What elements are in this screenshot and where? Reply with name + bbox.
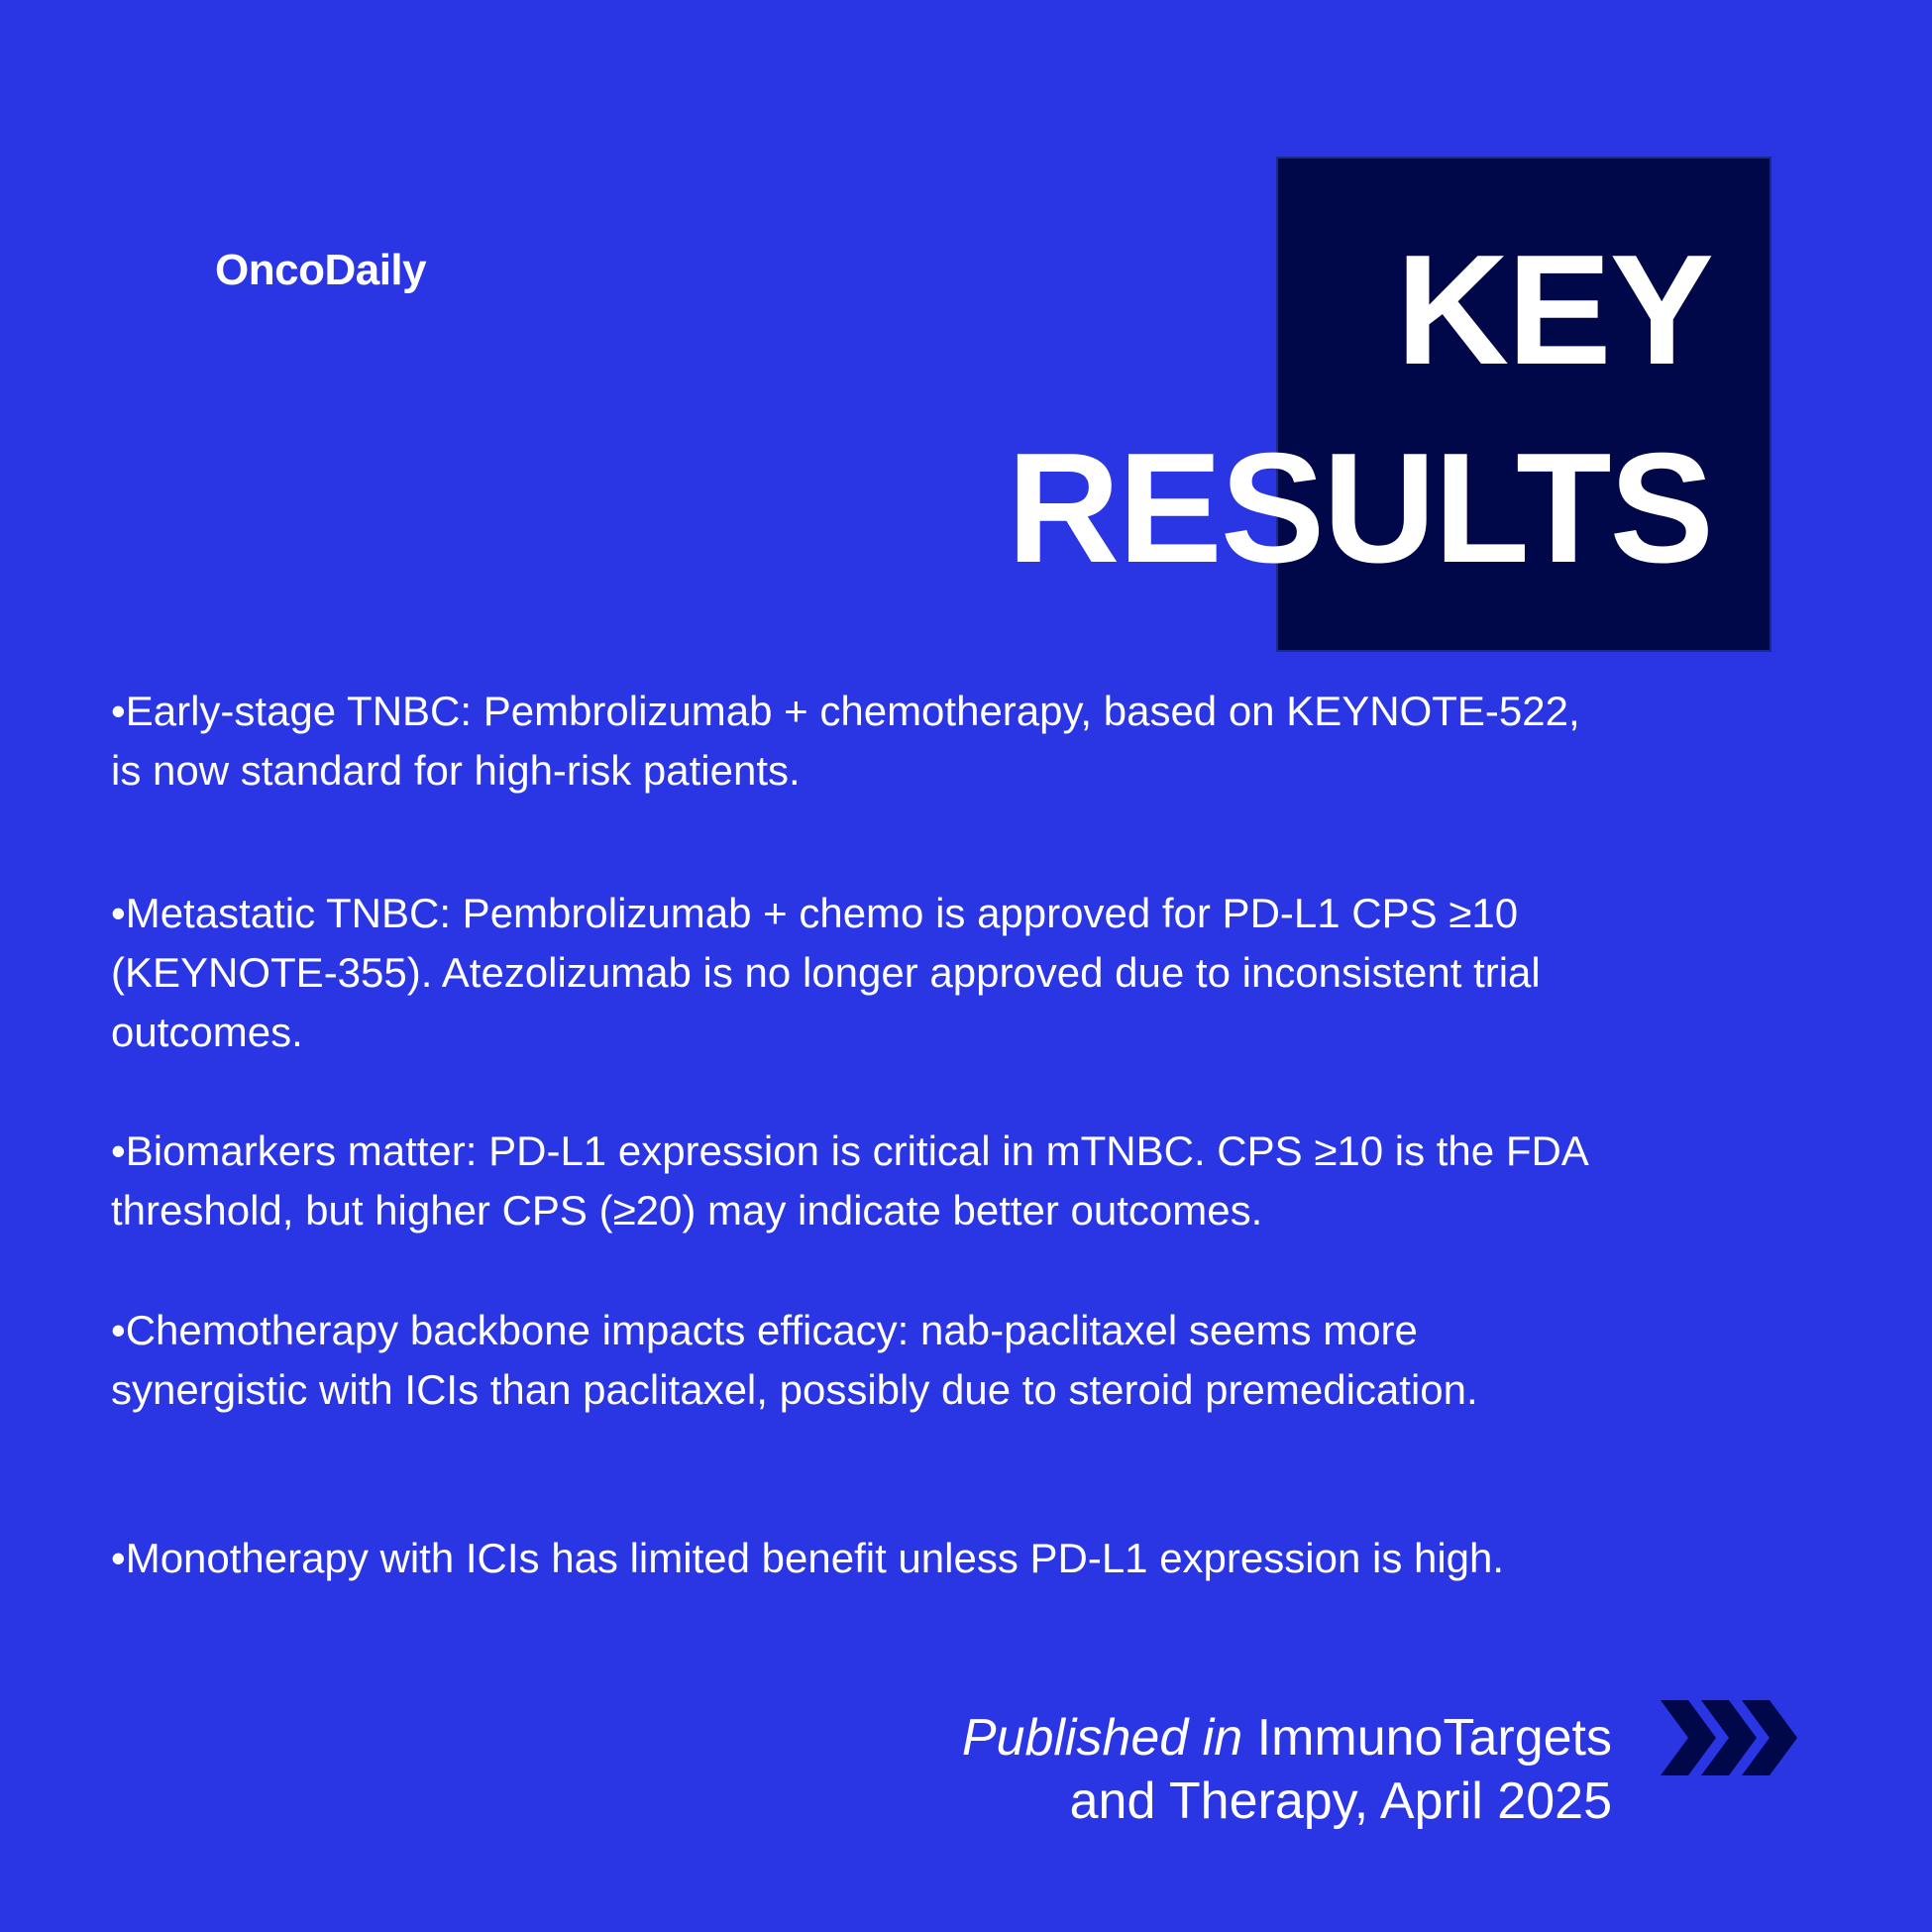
bullet-monotherapy: •Monotherapy with ICIs has limited benefit unless PD-L1 expression is high.	[111, 1535, 1505, 1581]
publication-citation	[962, 1706, 1612, 1833]
title-results: RESULTS	[1007, 421, 1712, 595]
publication-prefix: Published in	[961, 1709, 1243, 1767]
bullet-early-stage: •Early-stage TNBC: Pembrolizumab + chemotherapy, based on KEYNOTE-522, is now standard for high-risk patients.	[111, 688, 1580, 794]
bullet-metastatic: •Metastatic TNBC: Pembrolizumab + chemo is approved for PD-L1 CPS ≥10 (KEYNOTE-355). Atezolizumab is no longer approved due to inconsistent trial outcomes.	[111, 890, 1541, 1055]
bullet-biomarkers: •Biomarkers matter: PD-L1 expression is critical in mTNBC. CPS ≥10 is the FDA threshold, but higher CPS (≥20) may indicate better outcomes.	[111, 1127, 1587, 1234]
triple-chevron-right-icon[interactable]	[1659, 1700, 1803, 1775]
publication-journal: ImmunoTargets	[1256, 1709, 1612, 1767]
publication-line-1	[962, 1706, 1612, 1770]
brand-logo-text: OncoDaily	[215, 246, 427, 294]
publication-line-2: and Therapy, April 2025	[1069, 1772, 1612, 1830]
title-key: KEY	[1396, 223, 1712, 397]
bullet-chemotherapy-backbone: •Chemotherapy backbone impacts efficacy: nab-paclitaxel seems more synergistic with ICIs than paclitaxel, possibly due to steroid premedication.	[111, 1307, 1478, 1413]
chevron-1	[1661, 1700, 1716, 1775]
